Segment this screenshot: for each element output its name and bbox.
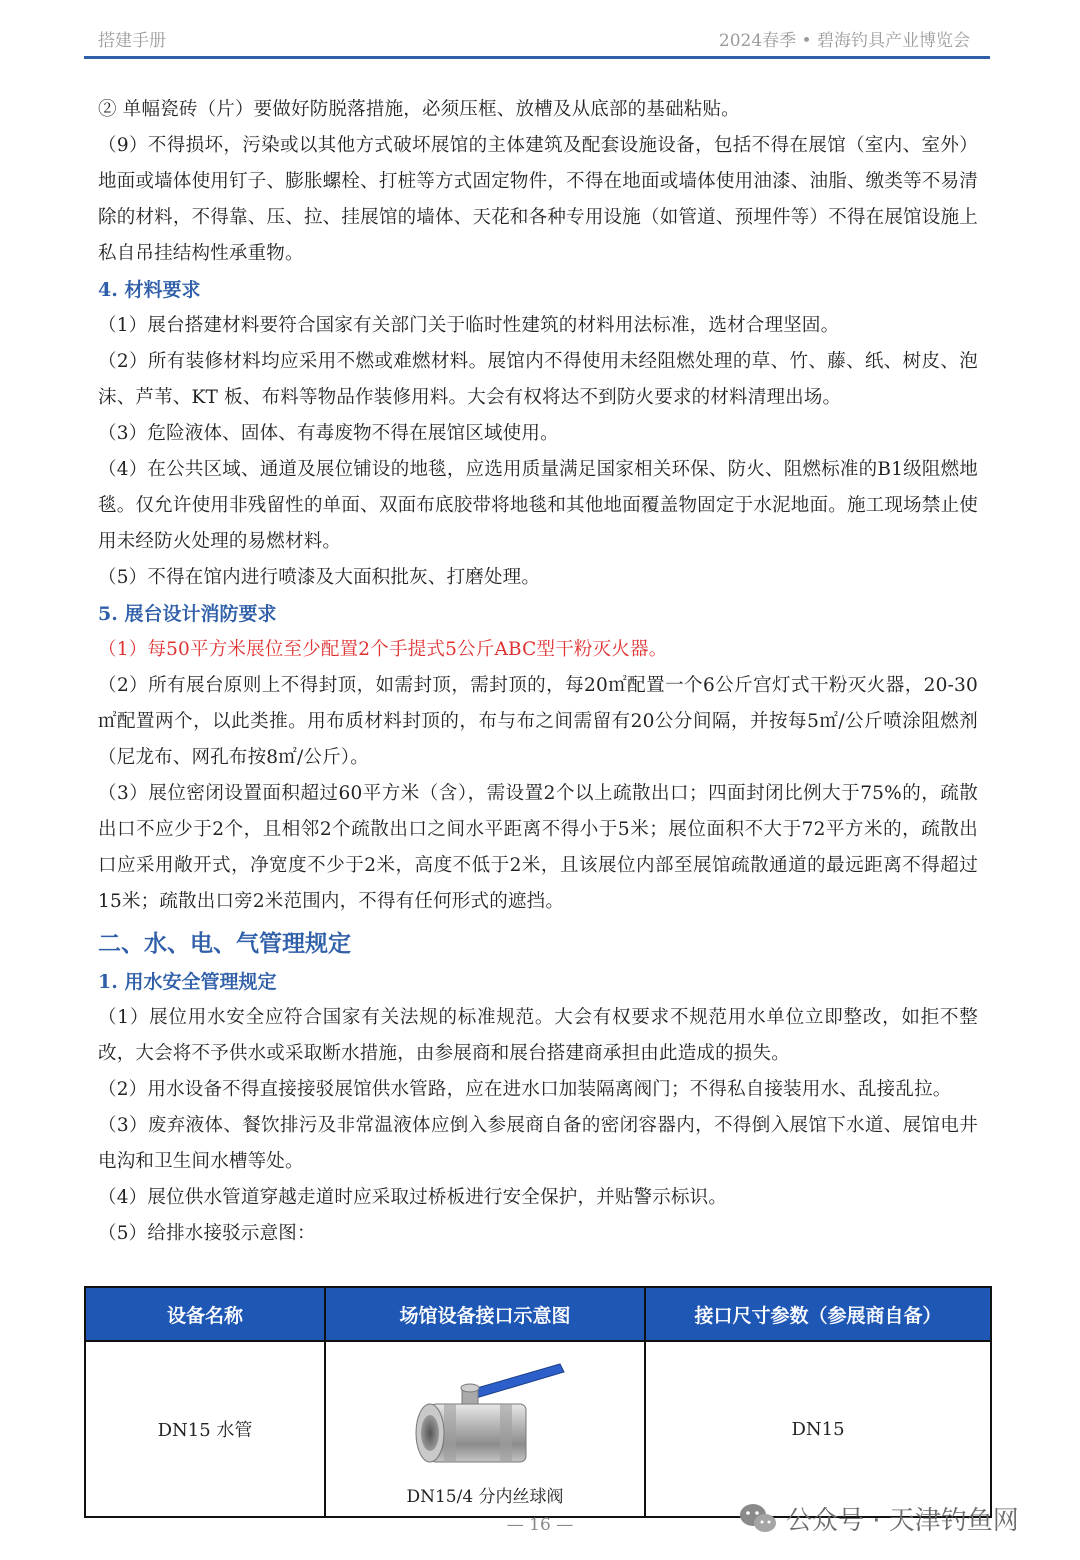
paragraph: （3）展位密闭设置面积超过60平方米（含），需设置2个以上疏散出口；四面封闭比例大于75%的，疏散出口不应少于2个，且相邻2个疏散出口之间水平距离不得小于5米；展位面积不大于72平方米的，疏散出口应采用敞开式，净宽度不少于2米，高度不低于2米，且该展位内部至展馆疏散通道的最远距离不得超过15米；疏散出口旁2米范围内，不得有任何形式的遮挡。 (98, 783, 978, 912)
header-event-name: 2024春季 • 碧海钓具产业博览会 (718, 31, 970, 51)
ball-valve-image (400, 1352, 570, 1478)
watermark-text: 公众号 · 天津钓鱼网 (786, 1506, 1019, 1536)
watermark (738, 1500, 1019, 1537)
table-header-row (85, 1287, 991, 1341)
table-header-cell: 设备名称 (85, 1287, 325, 1341)
paragraph: （3）废弃液体、餐饮排污及非常温液体应倒入参展商自备的密闭容器内，不得倒入展馆下水道、展馆电井电沟和卫生间水槽等处。 (98, 1115, 978, 1172)
interface-size-cell: DN15 (645, 1341, 991, 1517)
document-body (98, 92, 978, 1252)
paragraph: （9）不得损坏，污染或以其他方式破坏展馆的主体建筑及配套设施设备，包括不得在展馆（室内、室外）地面或墙体使用钉子、膨胀螺栓、打桩等方式固定物件，不得在地面或墙体使用油漆、油脂、缴类等不易清除的材料，不得靠、压、拉、挂展馆的墙体、天花和各种专用设施（如管道、预埋件等）不得在展馆设施上私自吊挂结构性承重物。 (98, 135, 978, 264)
interface-image-cell (325, 1341, 645, 1517)
header-title: 搭建手册 (98, 31, 166, 51)
paragraph: （5）给排水接驳示意图： (98, 1223, 316, 1244)
paragraph: （1）展台搭建材料要符合国家有关部门关于临时性建筑的材料用法标准，选材合理坚固。 (98, 315, 840, 336)
paragraph: （1）展位用水安全应符合国家有关法规的标准规范。大会有权要求不规范用水单位立即整改，如拒不整改，大会将不予供水或采取断水措施，由参展商和展台搭建商承担由此造成的损失。 (98, 1007, 978, 1064)
table-header-cell: 接口尺寸参数（参展商自备） (645, 1287, 991, 1341)
paragraph: ② 单幅瓷砖（片）要做好防脱落措施，必须压框、放槽及从底部的基础粘贴。 (98, 99, 740, 120)
page-number: — 16 — (506, 1515, 574, 1535)
paragraph: （4）展位供水管道穿越走道时应采取过桥板进行安全保护，并贴警示标识。 (98, 1187, 728, 1208)
paragraph: （2）所有装修材料均应采用不燃或难燃材料。展馆内不得使用未经阻燃处理的草、竹、藤、纸、树皮、泡沫、芦苇、KT 板、布料等物品作装修用料。大会有权将达不到防火要求的材料清理出场。 (98, 351, 978, 408)
paragraph: （2）用水设备不得直接接驳展馆供水管路，应在进水口加装隔离阀门；不得私自接装用水、乱接乱拉。 (98, 1079, 952, 1100)
paragraph: （3）危险液体、固体、有毒废物不得在展馆区域使用。 (98, 423, 559, 444)
section-heading-materials: 4. 材料要求 (98, 279, 201, 301)
paragraph: （5）不得在馆内进行喷漆及大面积批灰、打磨处理。 (98, 567, 541, 588)
chapter-heading: 二、水、电、气管理规定 (98, 930, 351, 957)
section-heading-water: 1. 用水安全管理规定 (98, 971, 277, 993)
equipment-name-cell: DN15 水管 (85, 1341, 325, 1517)
water-connection-table (84, 1286, 990, 1518)
section-heading-fire: 5. 展台设计消防要求 (98, 603, 277, 625)
page-header (84, 22, 990, 59)
image-caption: DN15/4 分内丝球阀 (406, 1486, 564, 1507)
table-header-cell: 场馆设备接口示意图 (325, 1287, 645, 1341)
paragraph: （4）在公共区域、通道及展位铺设的地毯，应选用质量满足国家相关环保、防火、阻燃标准的B1级阻燃地毯。仅允许使用非残留性的单面、双面布底胶带将地毯和其他地面覆盖物固定于水泥地面。施工现场禁止使用未经防火处理的易燃材料。 (98, 459, 978, 552)
paragraph-warning: （1）每50平方米展位至少配置2个手提式5公斤ABC型干粉灭火器。 (98, 639, 668, 660)
paragraph: （2）所有展台原则上不得封顶，如需封顶，需封顶的，每20㎡配置一个6公斤宫灯式干粉灭火器，20-30㎡配置两个，以此类推。用布质材料封顶的，布与布之间需留有20公分间隔，并按每5㎡/公斤喷涂阻燃剂（尼龙布、网孔布按8㎡/公斤）。 (98, 675, 978, 768)
wechat-icon (738, 1501, 778, 1537)
table-row (85, 1341, 991, 1517)
